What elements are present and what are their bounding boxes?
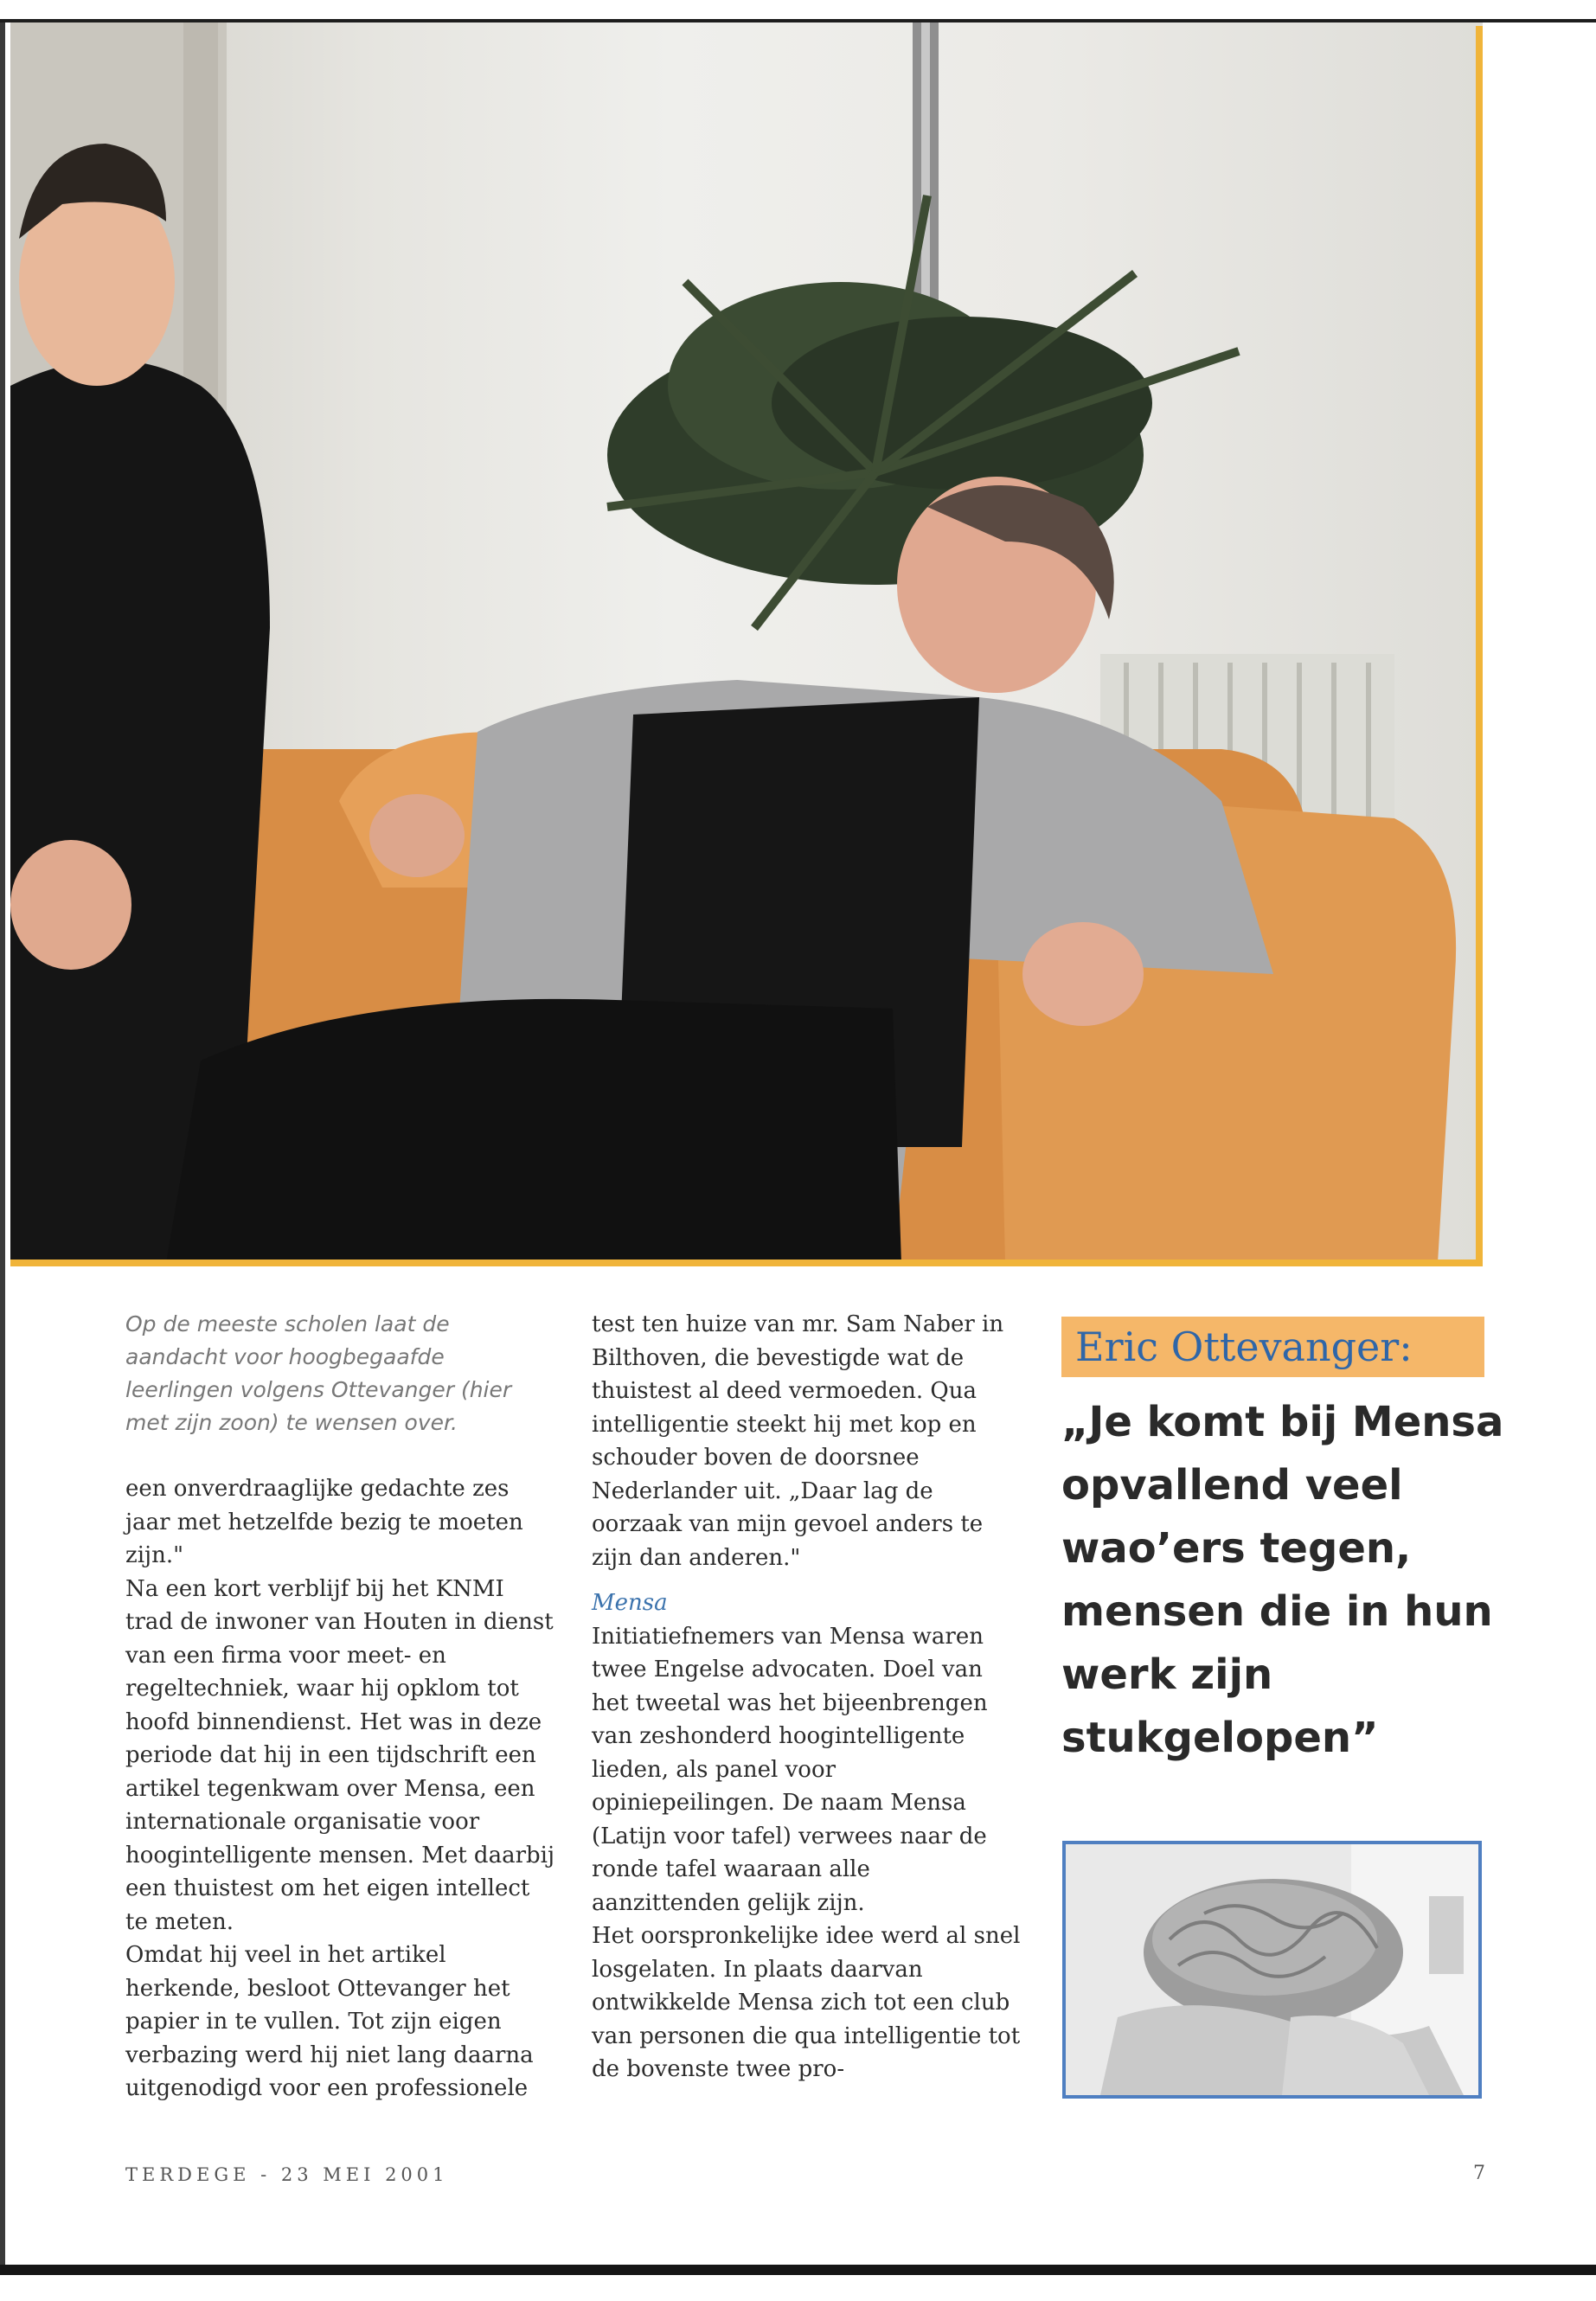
bottom-rule (0, 2265, 1596, 2275)
article-column-1 (125, 1472, 558, 2106)
quote-attribution: Eric Ottevanger: (1061, 1317, 1484, 1377)
article-column-2 (592, 1308, 1024, 2086)
paragraph: een onverdraaglijke gedachte zes jaar met hetzelfde bezig te moeten zijn." (125, 1476, 523, 1568)
subheading: Mensa (592, 1590, 668, 1616)
paragraph: Omdat hij veel in het artikel herkende, besloot Ottevanger het papier in te vullen. Tot zijn eigen verbazing werd hij niet lang daarna uitgenodigd voor een professionele (125, 1942, 534, 2101)
main-photo (10, 22, 1483, 1263)
footer-publication: TERDEGE - 23 MEI 2001 (125, 2164, 449, 2185)
paragraph: test ten huize van mr. Sam Naber in Bilthoven, die bevestigde wat de thuistest al deed vermoeden. Qua intelligentie steekt hij met kop en schouder boven de doorsnee Nederlander uit. „Daar lag de oorzaak van mijn gevoel anders te zijn dan anderen." (592, 1311, 1004, 1571)
page-number: 7 (1473, 2163, 1485, 2184)
paragraph: Na een kort verblijf bij het KNMI trad de inwoner van Houten in dienst van een firma voor meet- en regeltechniek, waar hij opklom tot hoofd binnendienst. Het was in deze periode dat hij in een tijdschrift een artikel tegenkwam over Mensa, een internationale organisatie voor hoogintelligente mensen. Met daarbij een thuistest om het eigen intellect te meten. (125, 1575, 555, 1935)
paragraph: Het oorspronkelijke idee werd al snel losgelaten. In plaats daarvan ontwikkelde Mensa zich tot een club van personen die qua intelligentie tot de bovenste twee pro- (592, 1923, 1021, 2082)
photo-caption: Op de meeste scholen laat de aandacht voor hoogbegaafde leerlingen volgens Ottevanger (hier met zijn zoon) te wensen over. (125, 1311, 512, 1435)
photo-frame-bottom (10, 1259, 1483, 1266)
pull-quote: „Je komt bij Mensa opvallend veel wao’ers tegen, mensen die in hun werk zijn stukgelopen” (1061, 1398, 1504, 1762)
paragraph: Initiatiefnemers van Mensa waren twee Engelse advocaten. Doel van het tweetal was het bijeenbrengen van zeshonderd hoogintelligente lieden, als panel voor opiniepeilingen. De naam Mensa (Latijn voor tafel) verwees naar de ronde tafel waaraan alle aanzittenden gelijk zijn. (592, 1623, 988, 1916)
scan-edge (0, 22, 5, 2265)
brain-model-photo (1062, 1841, 1482, 2099)
photo-frame-right (1476, 26, 1483, 1266)
